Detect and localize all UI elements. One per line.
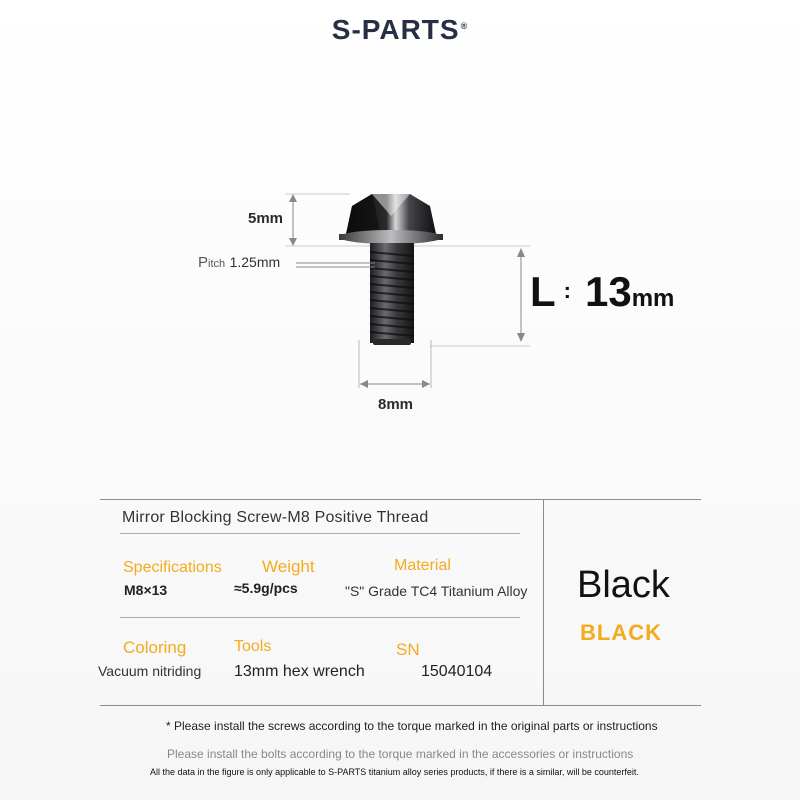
coloring-value: Vacuum nitriding [98, 663, 202, 679]
color-code: BLACK [580, 620, 662, 645]
sn-value: 15040104 [421, 663, 493, 680]
spec-title: Mirror Blocking Screw-M8 Positive Thread [122, 509, 429, 526]
row-divider [120, 617, 520, 618]
tools-label: Tools [234, 638, 272, 655]
length-value: 13 [584, 268, 632, 315]
color-name: Black [577, 564, 670, 606]
bolts-note: Please install the bolts according to the torque marked in the accessories or instructions [167, 747, 634, 761]
pitch-prefix-big: P [198, 254, 209, 271]
tools-value: 13mm hex wrench [234, 663, 365, 680]
coloring-label: Coloring [123, 638, 187, 657]
diameter-label: 8mm [378, 396, 414, 413]
head-height-label: 5mm [248, 210, 284, 227]
sn-label: SN [396, 640, 420, 659]
pitch-prefix-small: itch [208, 258, 226, 270]
length-label [530, 268, 674, 316]
weight-value: ≈5.9g/pcs [234, 580, 298, 596]
material-label: Material [394, 557, 451, 574]
length-letter: L [530, 268, 556, 315]
pitch-label [198, 254, 280, 272]
length-colon: : [563, 278, 571, 303]
disclaimer-note: All the data in the figure is only applicable to S-PARTS titanium alloy series products, if there is a similar, will be counterfeit. [150, 767, 639, 777]
pitch-value: 1.25mm [229, 254, 281, 270]
registered-mark: ® [460, 20, 469, 31]
brand-logo [0, 14, 800, 46]
brand-name: S-PARTS [331, 14, 460, 45]
table-bottom-border [100, 705, 701, 706]
table-top-border [100, 499, 701, 500]
torque-note: * Please install the screws according to the torque marked in the original parts or instructions [166, 719, 658, 733]
hex-flange-bolt-icon [280, 180, 550, 410]
material-value: "S" Grade TC4 Titanium Alloy [345, 583, 528, 599]
title-underline [120, 533, 520, 534]
specifications-value: M8×13 [124, 582, 168, 598]
weight-label: Weight [262, 557, 315, 576]
specifications-label: Specifications [123, 559, 222, 576]
length-unit: mm [631, 285, 675, 312]
table-divider [543, 500, 544, 705]
